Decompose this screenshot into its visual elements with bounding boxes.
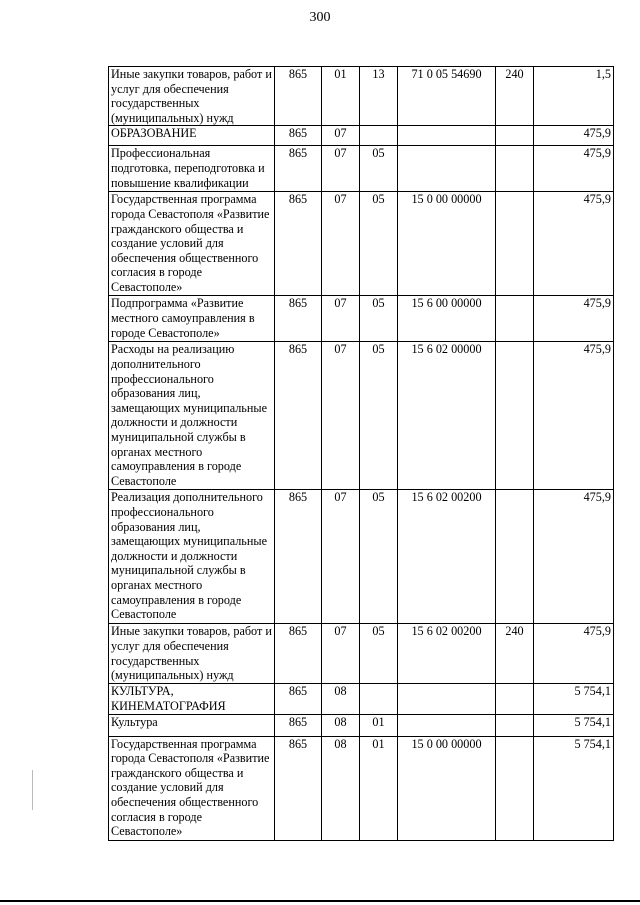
row-name: КУЛЬТУРА, КИНЕМАТОГРАФИЯ	[109, 684, 275, 714]
row-ved: 865	[275, 684, 322, 714]
row-pr: 05	[360, 192, 398, 296]
row-ved: 865	[275, 67, 322, 126]
row-rz: 08	[322, 684, 360, 714]
row-sum: 475,9	[534, 126, 614, 146]
row-rz: 07	[322, 296, 360, 342]
row-sum: 475,9	[534, 490, 614, 624]
row-pr: 01	[360, 714, 398, 736]
row-rz: 01	[322, 67, 360, 126]
row-vr	[496, 126, 534, 146]
row-rz: 07	[322, 146, 360, 192]
row-pr: 13	[360, 67, 398, 126]
row-name: Государственная программа города Севастополя «Развитие гражданского общества и создание условий для обеспечения общественного согласия в городе Севастополе»	[109, 736, 275, 840]
row-sum: 475,9	[534, 192, 614, 296]
row-name: Расходы на реализацию дополнительного профессионального образования лиц, замещающих муниципальные должности и должности муниципальной службы в органах местного самоуправления в городе Севастополе	[109, 342, 275, 490]
row-csr: 71 0 05 54690	[398, 67, 496, 126]
row-name: Культура	[109, 714, 275, 736]
row-pr: 01	[360, 736, 398, 840]
row-sum: 475,9	[534, 624, 614, 684]
row-ved: 865	[275, 714, 322, 736]
row-rz: 07	[322, 490, 360, 624]
row-ved: 865	[275, 490, 322, 624]
table-row	[109, 192, 614, 296]
row-ved: 865	[275, 624, 322, 684]
row-sum: 5 754,1	[534, 714, 614, 736]
row-vr	[496, 684, 534, 714]
row-pr: 05	[360, 146, 398, 192]
row-csr: 15 6 02 00200	[398, 624, 496, 684]
row-vr: 240	[496, 67, 534, 126]
row-rz: 08	[322, 714, 360, 736]
row-name: Подпрограмма «Развитие местного самоуправления в городе Севастополе»	[109, 296, 275, 342]
table-row	[109, 296, 614, 342]
row-csr	[398, 684, 496, 714]
row-rz: 07	[322, 126, 360, 146]
table-row	[109, 684, 614, 714]
table-row	[109, 624, 614, 684]
row-pr: 05	[360, 296, 398, 342]
row-ved: 865	[275, 296, 322, 342]
row-vr	[496, 146, 534, 192]
row-name: ОБРАЗОВАНИЕ	[109, 126, 275, 146]
table-row	[109, 490, 614, 624]
row-csr: 15 0 00 00000	[398, 192, 496, 296]
row-sum: 475,9	[534, 342, 614, 490]
row-csr: 15 6 02 00200	[398, 490, 496, 624]
row-csr	[398, 146, 496, 192]
row-name: Профессиональная подготовка, переподготовка и повышение квалификации	[109, 146, 275, 192]
row-csr: 15 6 02 00000	[398, 342, 496, 490]
row-pr: 05	[360, 624, 398, 684]
scan-margin-mark	[32, 770, 33, 810]
row-name: Иные закупки товаров, работ и услуг для обеспечения государственных (муниципальных) нужд	[109, 624, 275, 684]
row-rz: 07	[322, 342, 360, 490]
row-name: Государственная программа города Севастополя «Развитие гражданского общества и создание условий для обеспечения общественного согласия в городе Севастополе»	[109, 192, 275, 296]
row-name: Иные закупки товаров, работ и услуг для обеспечения государственных (муниципальных) нужд	[109, 67, 275, 126]
row-vr: 240	[496, 624, 534, 684]
row-vr	[496, 296, 534, 342]
row-pr	[360, 126, 398, 146]
row-vr	[496, 714, 534, 736]
row-vr	[496, 736, 534, 840]
row-sum: 475,9	[534, 146, 614, 192]
row-ved: 865	[275, 146, 322, 192]
table-row	[109, 146, 614, 192]
table-row	[109, 736, 614, 840]
row-rz: 08	[322, 736, 360, 840]
row-sum: 475,9	[534, 296, 614, 342]
row-ved: 865	[275, 736, 322, 840]
row-csr	[398, 714, 496, 736]
row-sum: 5 754,1	[534, 736, 614, 840]
row-vr	[496, 342, 534, 490]
budget-table	[108, 66, 614, 841]
table-row	[109, 342, 614, 490]
table-row	[109, 126, 614, 146]
row-vr	[496, 490, 534, 624]
row-pr: 05	[360, 342, 398, 490]
row-vr	[496, 192, 534, 296]
row-name: Реализация дополнительного профессионального образования лиц, замещающих муниципальные должности и должности муниципальной службы в органах местного самоуправления в городе Севастополе	[109, 490, 275, 624]
row-pr: 05	[360, 490, 398, 624]
scan-bottom-edge	[0, 900, 640, 902]
row-ved: 865	[275, 342, 322, 490]
row-ved: 865	[275, 192, 322, 296]
row-rz: 07	[322, 192, 360, 296]
row-sum: 5 754,1	[534, 684, 614, 714]
row-sum: 1,5	[534, 67, 614, 126]
row-rz: 07	[322, 624, 360, 684]
row-csr: 15 6 00 00000	[398, 296, 496, 342]
table-row	[109, 67, 614, 126]
row-ved: 865	[275, 126, 322, 146]
table-row	[109, 714, 614, 736]
row-csr: 15 0 00 00000	[398, 736, 496, 840]
row-pr	[360, 684, 398, 714]
page-number: 300	[309, 10, 331, 25]
row-csr	[398, 126, 496, 146]
